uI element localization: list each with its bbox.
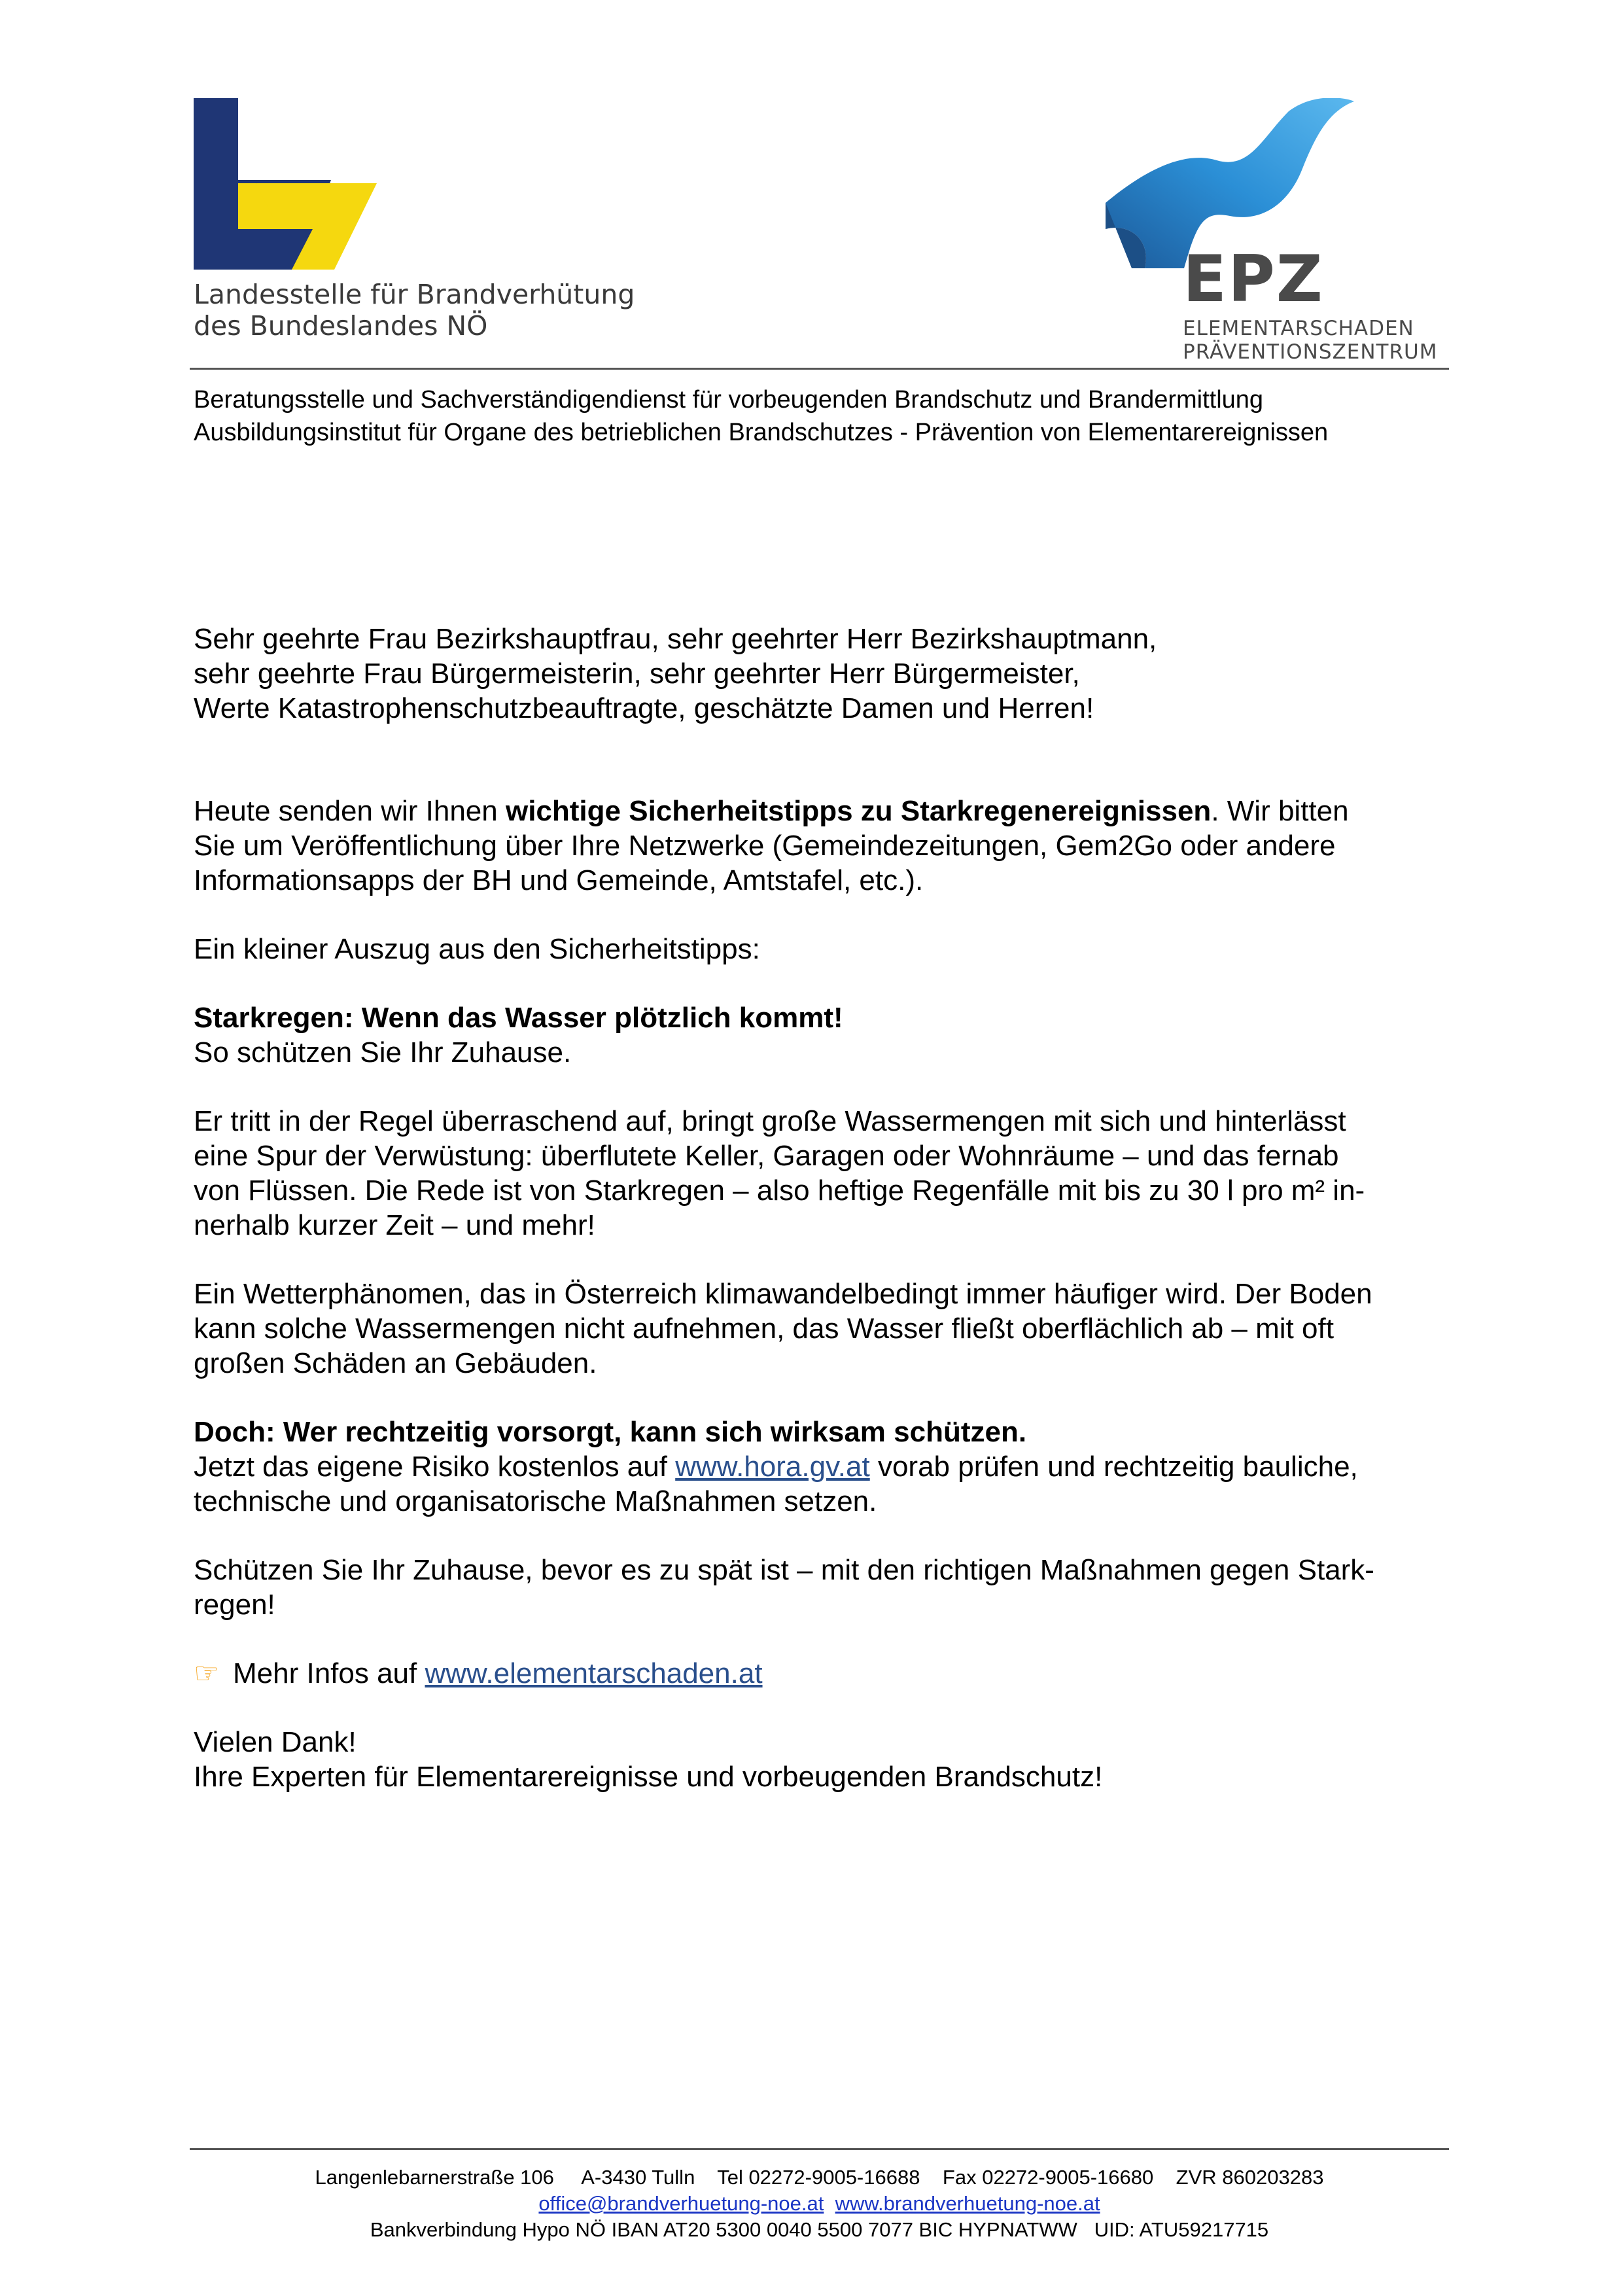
more-pre: Mehr Infos auf bbox=[233, 1657, 425, 1689]
risk-post: vorab prüfen und rechtzeitig bauliche, bbox=[869, 1451, 1358, 1483]
salutation-line-2: sehr geehrte Frau Bürgermeisterin, sehr geehrter Herr Bürgermeister, bbox=[194, 658, 1080, 690]
intro-highlight: wichtige Sicherheitstipps zu Starkregenereignissen bbox=[505, 795, 1212, 827]
intro-line-2: Sie um Veröffentlichung über Ihre Netzwerke (Gemeindezeitungen, Gem2Go oder andere bbox=[194, 830, 1336, 862]
intro-line-1 bbox=[194, 794, 1437, 828]
intro-pre: Heute senden wir Ihnen bbox=[194, 795, 506, 827]
bv-logo-mark-icon bbox=[194, 98, 390, 275]
protect-line-1: Schützen Sie Ihr Zuhause, bevor es zu spät ist – mit den richtigen Maßnahmen gegen Stark- bbox=[194, 1554, 1374, 1586]
elementarschaden-link[interactable]: www.elementarschaden.at bbox=[425, 1657, 763, 1689]
subline: So schützen Sie Ihr Zuhause. bbox=[194, 1036, 572, 1069]
tagline-line-2: Ausbildungsinstitut für Organe des betrieblichen Brandschutzes - Prävention von Elementarereignissen bbox=[194, 419, 1329, 446]
more-info-line bbox=[194, 1656, 1437, 1691]
para2-line-2: kann solche Wassermengen nicht aufnehmen, das Wasser fließt oberflächlich ab – mit oft bbox=[194, 1313, 1334, 1345]
footer-email-link[interactable]: office@brandverhuetung-noe.at bbox=[538, 2192, 824, 2215]
para1-line-1: Er tritt in der Regel überraschend auf, bringt große Wassermengen mit sich und hinterlässt bbox=[194, 1105, 1346, 1137]
headline: Starkregen: Wenn das Wasser plötzlich kommt! bbox=[194, 1002, 843, 1034]
excerpt-intro: Ein kleiner Auszug aus den Sicherheitstipps: bbox=[194, 933, 760, 965]
para2-line-3: großen Schäden an Gebäuden. bbox=[194, 1347, 597, 1379]
brandverhuetung-logo bbox=[194, 98, 635, 347]
footer-address: Langenlebarnerstraße 106 A-3430 Tulln Tel 02272-9005-16688 Fax 02272-9005-16680 ZVR 860203283 bbox=[315, 2166, 1324, 2189]
pointing-hand-icon: ☞ bbox=[194, 1657, 220, 1689]
para1-line-4: nerhalb kurzer Zeit – und mehr! bbox=[194, 1209, 595, 1241]
intro-line-3: Informationsapps der BH und Gemeinde, Amtstafel, etc.). bbox=[194, 864, 924, 896]
letter-body bbox=[194, 622, 1437, 1794]
tagline-line-1: Beratungsstelle und Sachverständigendienst für vorbeugenden Brandschutz und Brandermittlung bbox=[194, 386, 1264, 414]
org-name-line-1: Landesstelle für Brandverhütung bbox=[194, 279, 635, 310]
footer-bank: Bankverbindung Hypo NÖ IBAN AT20 5300 0040 5500 7077 BIC HYPNATWW UID: ATU59217715 bbox=[370, 2218, 1269, 2241]
signoff: Ihre Experten für Elementarereignisse und vorbeugenden Brandschutz! bbox=[194, 1761, 1103, 1793]
risk-line-2: technische und organisatorische Maßnahmen setzen. bbox=[194, 1485, 877, 1517]
risk-line-1 bbox=[194, 1449, 1437, 1484]
para2-line-1: Ein Wetterphänomen, das in Österreich klimawandelbedingt immer häufiger wird. Der Boden bbox=[194, 1278, 1372, 1310]
salutation-line-1: Sehr geehrte Frau Bezirkshauptfrau, sehr geehrter Herr Bezirkshauptmann, bbox=[194, 623, 1157, 655]
header-divider bbox=[190, 368, 1449, 370]
intro-post: . Wir bitten bbox=[1211, 795, 1349, 827]
footer-website-link[interactable]: www.brandverhuetung-noe.at bbox=[835, 2192, 1100, 2215]
footer-links bbox=[190, 2191, 1449, 2217]
doch-headline: Doch: Wer rechtzeitig vorsorgt, kann sich wirksam schützen. bbox=[194, 1416, 1027, 1448]
footer-divider bbox=[190, 2148, 1449, 2150]
epz-subtitle-2: PRÄVENTIONSZENTRUM bbox=[1183, 340, 1438, 364]
salutation-line-3: Werte Katastrophenschutzbeauftragte, geschätzte Damen und Herren! bbox=[194, 692, 1094, 724]
para1-line-2: eine Spur der Verwüstung: überflutete Keller, Garagen oder Wohnräume – und das fernab bbox=[194, 1140, 1339, 1172]
epz-logo bbox=[1106, 98, 1446, 364]
epz-subtitle-1: ELEMENTARSCHADEN bbox=[1183, 317, 1414, 340]
protect-line-2: regen! bbox=[194, 1589, 275, 1621]
thanks: Vielen Dank! bbox=[194, 1726, 357, 1758]
letterhead-tagline bbox=[194, 383, 1450, 449]
risk-pre: Jetzt das eigene Risiko kostenlos auf bbox=[194, 1451, 676, 1483]
epz-wordmark: EPZ bbox=[1183, 242, 1324, 317]
org-name-line-2: des Bundeslandes NÖ bbox=[194, 310, 488, 342]
para1-line-3: von Flüssen. Die Rede ist von Starkregen – also heftige Regenfälle mit bis zu 30 l pro m² in- bbox=[194, 1174, 1365, 1207]
footer bbox=[190, 2164, 1449, 2243]
hora-link[interactable]: www.hora.gv.at bbox=[675, 1451, 870, 1483]
